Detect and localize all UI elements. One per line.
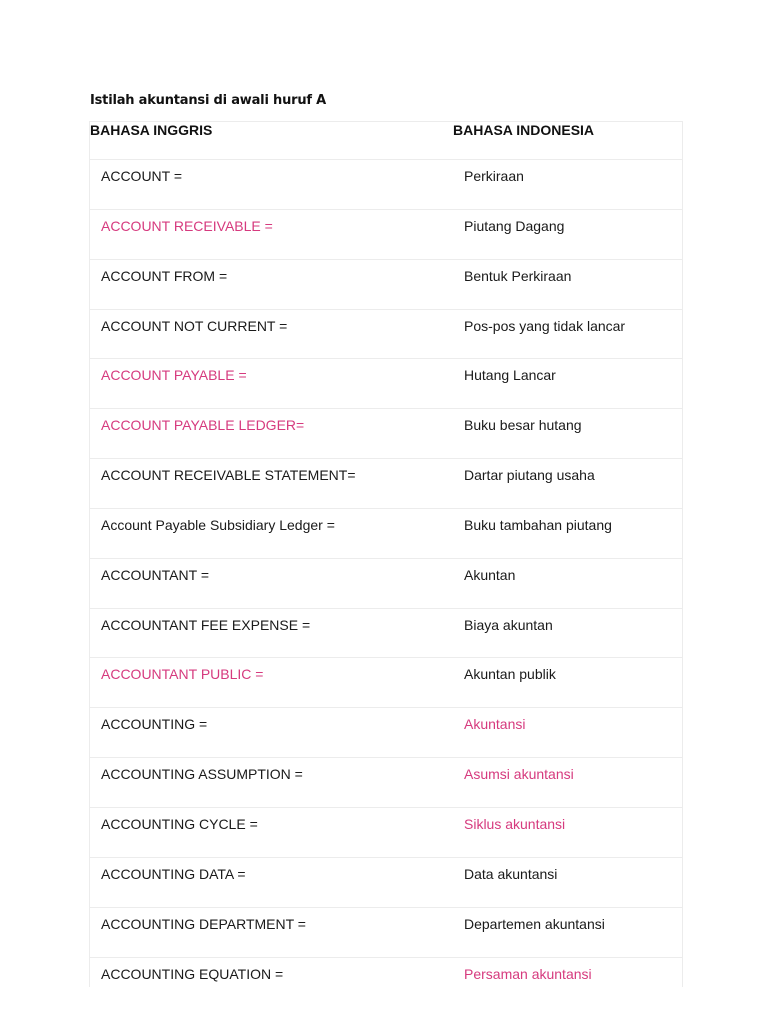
table-row [90, 858, 682, 908]
table-row [90, 908, 682, 958]
term-english: ACCOUNTING CYCLE = [101, 815, 258, 832]
document-title: Istilah akuntansi di awali huruf A [90, 93, 327, 108]
term-english: ACCOUNTING = [101, 716, 208, 733]
term-english: ACCOUNTING EQUATION = [101, 965, 284, 982]
term-english: ACCOUNT FROM = [101, 267, 228, 284]
term-indonesian: Hutang Lancar [464, 367, 556, 384]
term-english: ACCOUNTING DATA = [101, 865, 246, 882]
term-indonesian: Persaman akuntansi [464, 965, 592, 982]
term-english: ACCOUNT NOT CURRENT = [101, 317, 288, 334]
table-row [90, 260, 682, 310]
table-header [90, 122, 682, 160]
table-row [90, 808, 682, 858]
term-english: ACCOUNTING ASSUMPTION = [101, 766, 303, 783]
term-english: ACCOUNTANT PUBLIC = [101, 666, 264, 683]
table-row [90, 409, 682, 459]
table-row [90, 958, 682, 1008]
table-row [90, 359, 682, 409]
term-indonesian: Perkiraan [464, 168, 524, 184]
term-indonesian: Buku besar hutang [464, 417, 582, 434]
term-indonesian: Bentuk Perkiraan [464, 267, 572, 284]
term-english: ACCOUNT PAYABLE = [101, 367, 247, 384]
column-header-english: BAHASA INGGRIS [90, 122, 213, 138]
term-english: ACCOUNT RECEIVABLE STATEMENT= [101, 467, 356, 484]
glossary-table [89, 121, 683, 987]
table-row [90, 559, 682, 609]
term-english: ACCOUNT RECEIVABLE = [101, 217, 273, 234]
term-english: ACCOUNT PAYABLE LEDGER= [101, 417, 305, 434]
term-indonesian: Akuntansi [464, 716, 526, 733]
term-indonesian: Dartar piutang usaha [464, 467, 595, 484]
term-indonesian: Pos-pos yang tidak lancar [464, 317, 626, 334]
table-row [90, 509, 682, 559]
term-english: ACCOUNT = [101, 168, 183, 184]
term-indonesian: Akuntan [464, 566, 516, 583]
term-indonesian: Data akuntansi [464, 865, 558, 882]
table-row [90, 658, 682, 708]
term-english: ACCOUNTANT = [101, 566, 209, 583]
table-row [90, 758, 682, 808]
term-english: ACCOUNTANT FEE EXPENSE = [101, 616, 311, 633]
term-indonesian: Asumsi akuntansi [464, 766, 574, 783]
column-header-indonesian: BAHASA INDONESIA [453, 122, 595, 138]
term-indonesian: Akuntan publik [464, 666, 556, 683]
table-row [90, 160, 682, 210]
term-english: Account Payable Subsidiary Ledger = [101, 516, 335, 533]
term-indonesian: Buku tambahan piutang [464, 516, 612, 533]
table-row [90, 310, 682, 360]
table-row [90, 609, 682, 659]
term-indonesian: Siklus akuntansi [464, 815, 566, 832]
table-row [90, 708, 682, 758]
table-row [90, 459, 682, 509]
term-english: ACCOUNTING DEPARTMENT = [101, 915, 306, 932]
table-body [90, 160, 682, 1007]
term-indonesian: Piutang Dagang [464, 217, 565, 234]
table-row [90, 210, 682, 260]
term-indonesian: Departemen akuntansi [464, 915, 605, 932]
term-indonesian: Biaya akuntan [464, 616, 553, 633]
